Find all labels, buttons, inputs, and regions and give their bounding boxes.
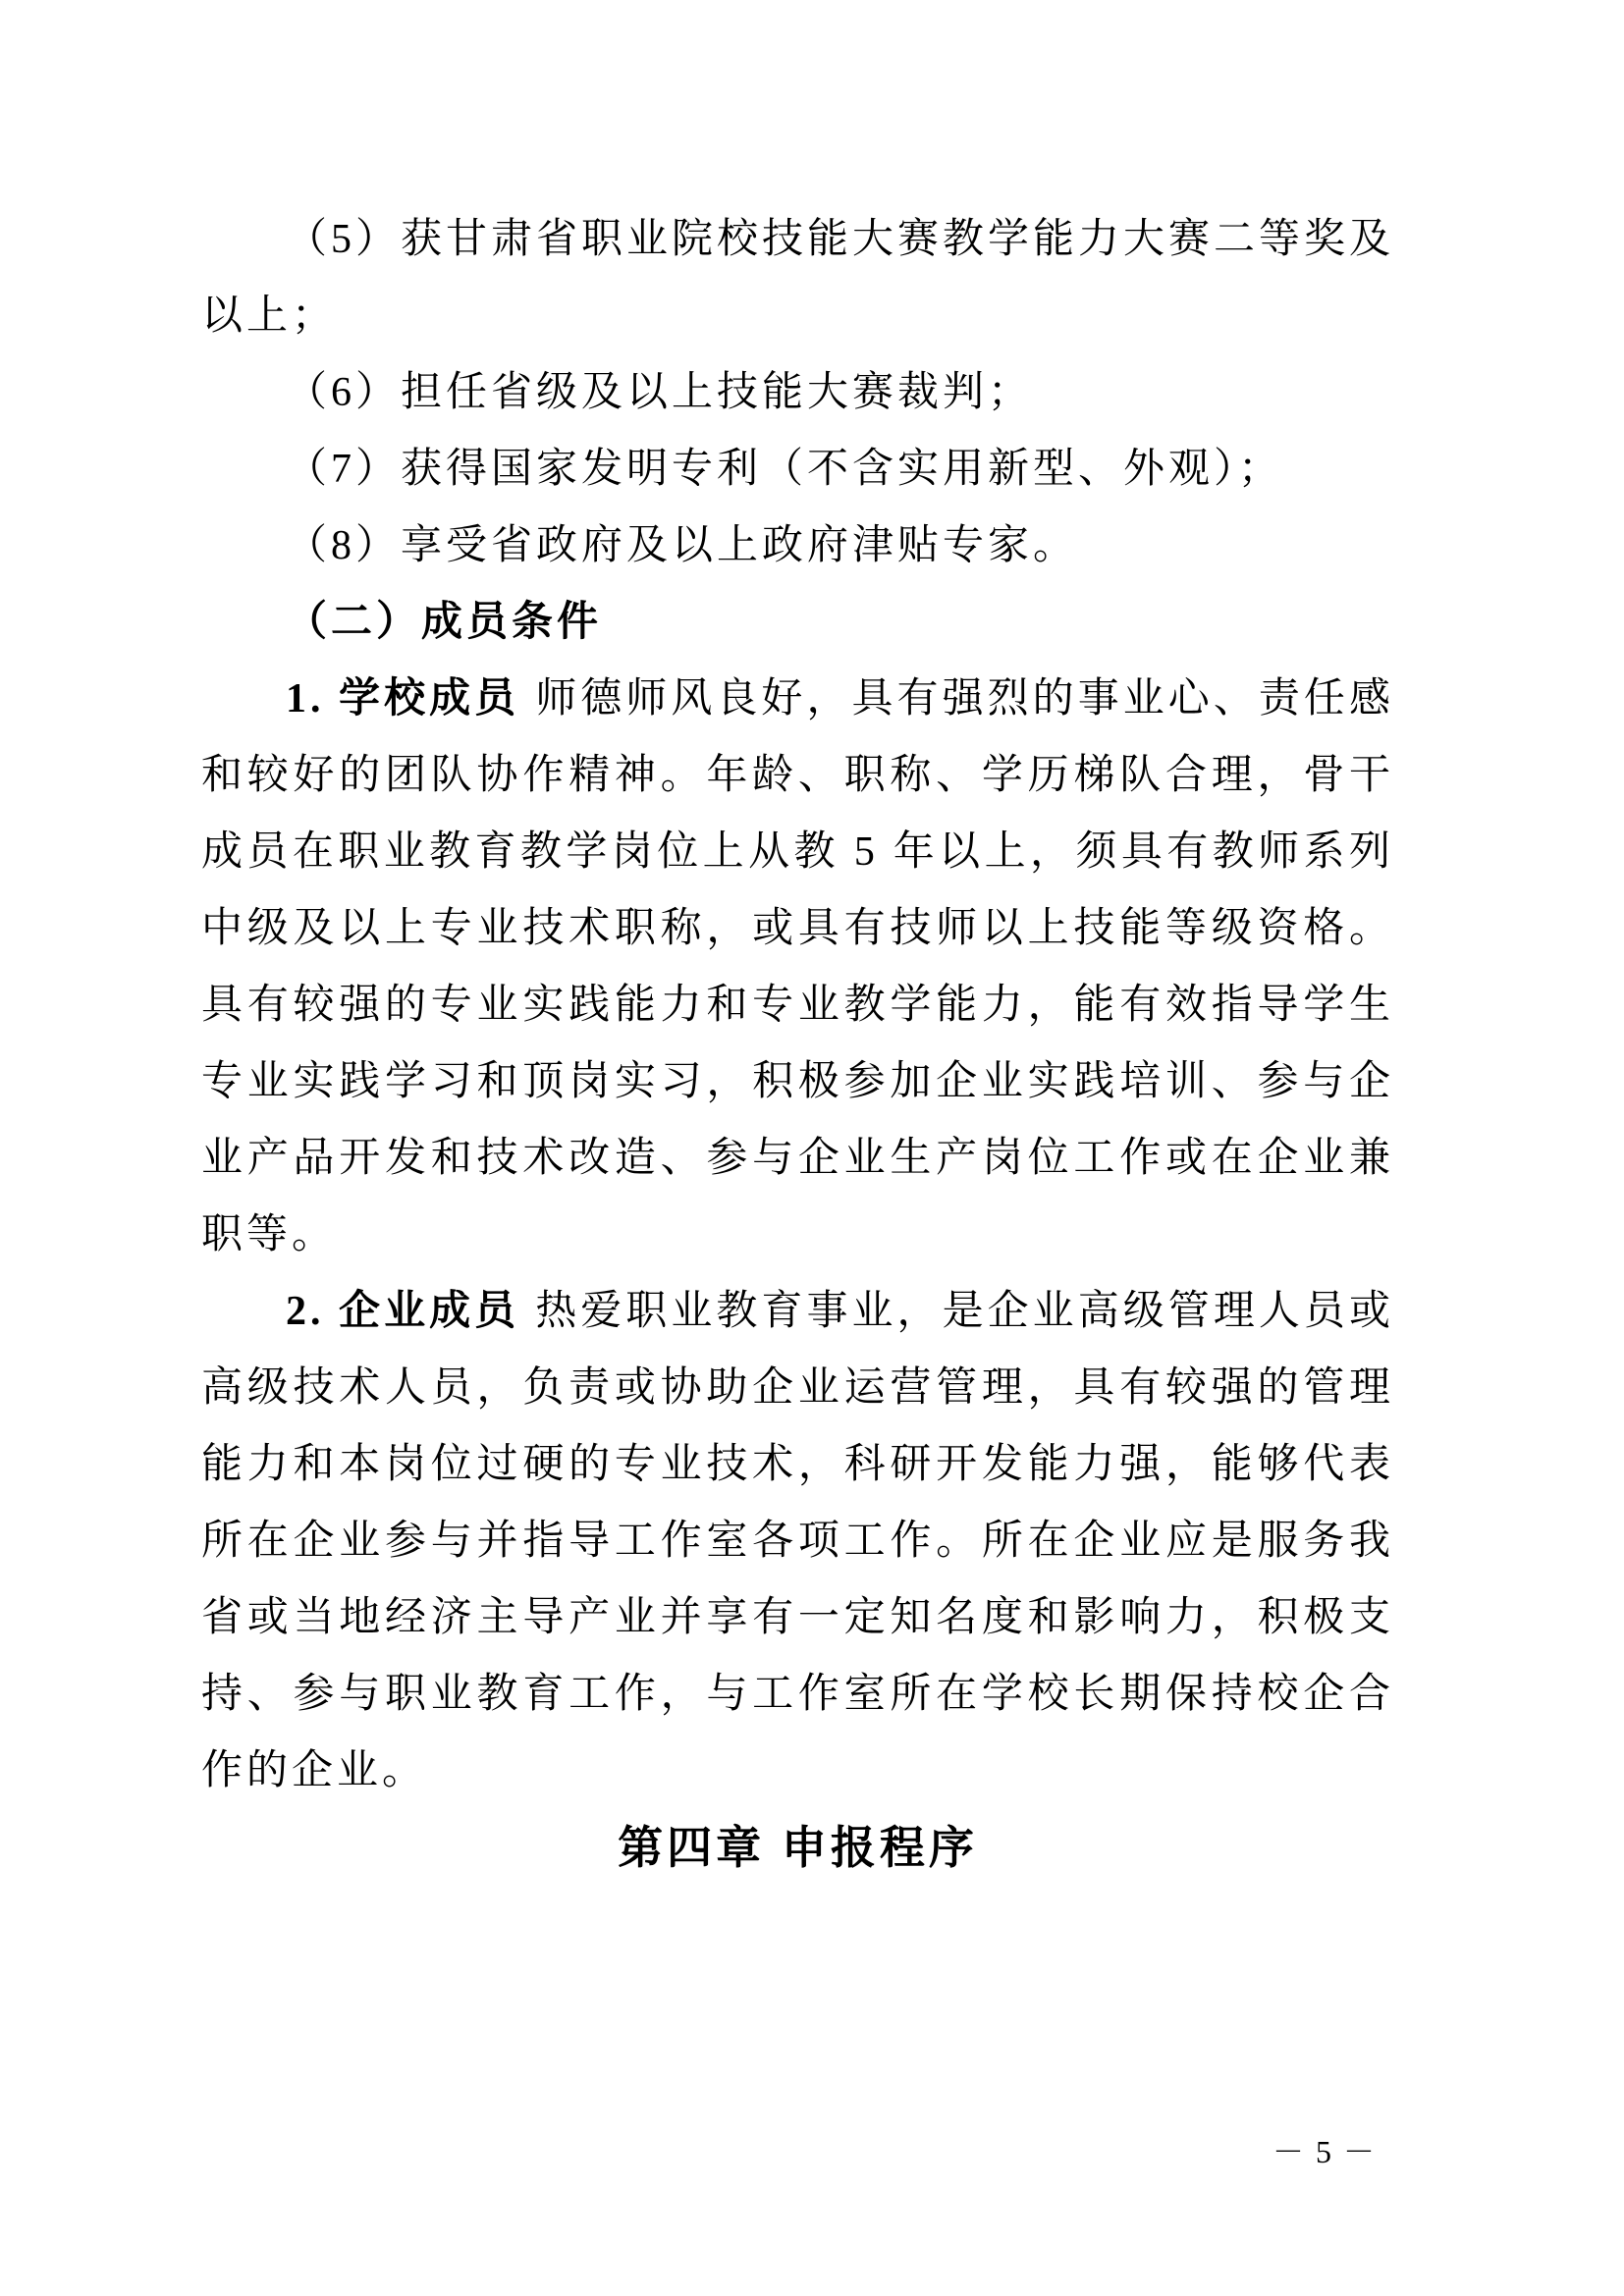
clause-8: （8）享受省政府及以上政府津贴专家。	[286, 523, 1079, 568]
document-content	[201, 201, 1394, 1886]
enterprise-member-text: 热爱职业教育事业，是企业高级管理人员或高级技术人员，负责或协助企业运营管理，具有较强的管理能力和本岗位过硬的专业技术，科研开发能力强，能够代表所在企业参与并指导工作室各项工作。所在企业应是服务我省或当地经济主导产业并享有一定知名度和影响力，积极支持、参与职业教育工作，与工作室所在学校长期保持校企合作的企业。	[201, 1289, 1394, 1793]
school-member-lead: 1. 学校成员	[286, 676, 520, 721]
section-heading-member-conditions: （二）成员条件	[286, 600, 603, 645]
school-member-text: 师德师风良好，具有强烈的事业心、责任感和较好的团队协作精神。年龄、职称、学历梯队合理，骨干成员在职业教育教学岗位上从教 5 年以上，须具有教师系列中级及以上专业技术职称，或具有技师以上技能等级资格。具有较强的专业实践能力和专业教学能力，能有效指导学生专业实践学习和顶岗实习，积极参加企业实践培训、参与企业产品开发和技术改造、参与企业生产岗位工作或在企业兼职等。	[201, 676, 1394, 1257]
page-number: － 5 －	[1272, 2134, 1377, 2169]
paragraph-school-member	[201, 661, 1394, 1273]
enterprise-member-lead: 2. 企业成员	[286, 1289, 520, 1334]
clause-6: （6）担任省级及以上技能大赛裁判；	[286, 370, 1034, 415]
clause-5: （5）获甘肃省职业院校技能大赛教学能力大赛二等奖及以上；	[201, 217, 1395, 339]
chapter-heading: 第四章 申报程序	[618, 1822, 978, 1873]
clause-7: （7）获得国家发明专利（不含实用新型、外观）；	[286, 447, 1284, 492]
paragraph-enterprise-member	[201, 1273, 1394, 1809]
